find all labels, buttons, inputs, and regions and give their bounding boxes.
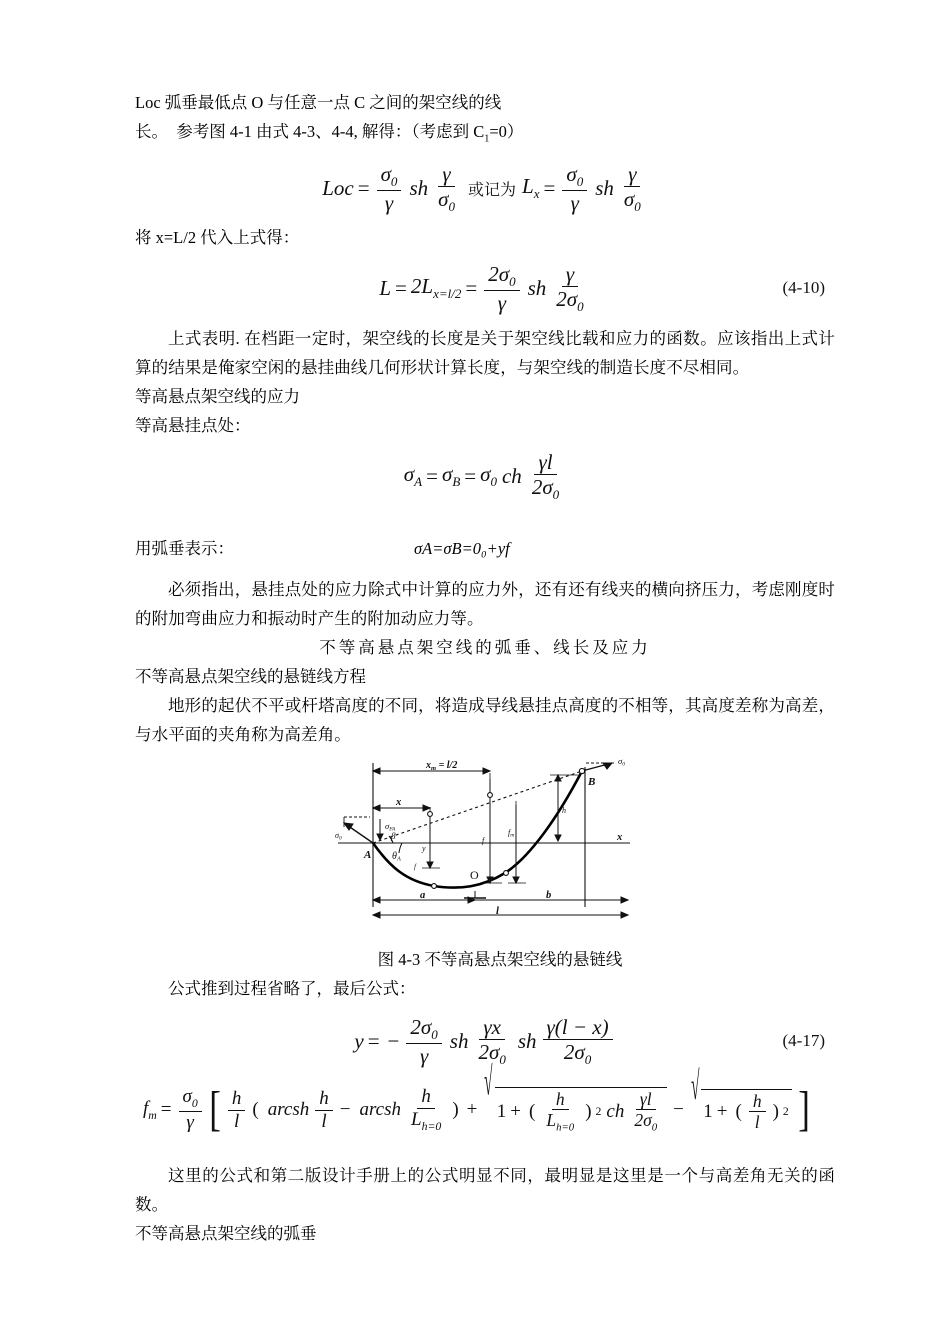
eq-fm-lhs-sub: m — [148, 1108, 157, 1122]
eq-fm-rad2-pow: 2 — [782, 1104, 789, 1118]
figure-caption: 图 4-3 不等高悬点架空线的悬链线 — [377, 950, 623, 970]
eq-sigma-ch: ch — [501, 463, 522, 488]
eq-fm-ch-den-sigma: 2σ — [634, 1110, 652, 1131]
arrow-x-left — [373, 805, 380, 811]
eq-loc-frac-2-sigma: σ — [438, 186, 449, 211]
label-f-dim: f — [482, 836, 485, 846]
label-sigma-0-right-sub: 0 — [622, 761, 625, 768]
eq-sigma-equals-2: = — [464, 463, 477, 488]
eq-410-frac-1-num — [484, 263, 519, 291]
eq-fm-frac-sigma-num — [179, 1087, 202, 1112]
label-sigma-fa-sub: FA — [389, 826, 396, 833]
eq-410-coef-main: 2L — [410, 274, 434, 299]
eq-410-frac-2 — [552, 263, 587, 314]
eq-fm-arcsh-1: arcsh — [267, 1099, 310, 1121]
marker-point-b — [579, 769, 584, 774]
eq-fm-sigma: σ — [182, 1086, 192, 1108]
eq-fm-rad2-paren-open: ( — [735, 1100, 742, 1122]
eq-fm-bracket-right: ] — [798, 1082, 810, 1136]
equation-4-10 — [135, 261, 835, 315]
loc-description-line-2-tail: =0） — [489, 122, 524, 141]
eq-410-equals-2: = — [465, 275, 478, 300]
paragraph-after-4-10: 上式表明. 在档距一定时，架空线的长度是关于架空线比载和应力的函数。应该指出上式计算的结果是俺家空闲的悬挂曲线几何形状计算长度，与架空线的制造长度不尽相同。 — [135, 329, 835, 378]
eq-410-coef — [411, 274, 462, 302]
eq-sigma-b — [442, 462, 460, 490]
eq-fm-frac-hl-num: h — [228, 1089, 246, 1111]
equation-number-4-10: (4-10) — [782, 278, 825, 298]
equation-4-17 — [135, 1015, 835, 1067]
eq-sigma-frac-den — [528, 475, 563, 502]
loc-description-line-2-main: 长。 参考图 4-1 由式 4-3、4-4, 解得：（考虑到 C — [135, 122, 485, 141]
eq-loc-frac-3 — [562, 163, 587, 214]
eq-fm-rad1-paren-open: ( — [529, 1100, 536, 1122]
eq-fm-rad1-den-L: L — [546, 1110, 557, 1131]
eq-410-coef-sub: x=l/2 — [433, 286, 462, 302]
eq-417-frac-3-den — [560, 1040, 595, 1067]
label-point-o: O — [470, 868, 479, 883]
eq-fm-rad1-plus: + — [510, 1100, 522, 1122]
eq-sigma-0-sub: 0 — [490, 474, 497, 490]
substitute-line: 将 x=L/2 代入上式得： — [135, 228, 300, 248]
eq-sigma-equals-1: = — [426, 463, 438, 488]
eq-fm-radical-1 — [483, 1060, 667, 1134]
heading-final-sag: 不等高悬点架空线的弧垂 — [135, 1224, 317, 1244]
eq-410-sh: sh — [527, 275, 547, 300]
label-point-a: A — [364, 849, 372, 862]
label-a-dim: a — [420, 890, 426, 902]
eq-fm-bracket-left: [ — [209, 1082, 221, 1136]
eq-417-frac-3 — [543, 1016, 613, 1067]
eq-410-2sigma: 2σ — [488, 261, 510, 286]
eq-fm-paren-open: ( — [252, 1099, 259, 1121]
eq-loc-frac-3-den: γ — [570, 190, 579, 215]
arrow-l-left — [373, 912, 380, 918]
sag-expression-label: 用弧垂表示： — [135, 539, 234, 559]
eq-loc-frac-2-sigma-sub: 0 — [448, 199, 455, 215]
eq-fm-rad1-pow: 2 — [595, 1104, 602, 1118]
document-content — [135, 88, 835, 1248]
equation-number-4-17: (4-17) — [782, 1031, 825, 1051]
eq-fm-ch: ch — [606, 1100, 625, 1122]
eq-fm-arcsh2-frac — [407, 1087, 445, 1133]
eq-fm-radical-2 — [690, 1065, 792, 1133]
label-axis-x: x — [617, 832, 623, 844]
eq-417-frac-2 — [474, 1016, 509, 1067]
section-heading-unequal-height: 不等高悬点架空线的弧垂、线长及应力 — [319, 638, 651, 658]
eq-fm-minus-2: − — [673, 1099, 684, 1121]
eq-417-frac-2-sigma: 2σ — [478, 1039, 500, 1064]
paragraph-terrain: 地形的起伏不平或杆塔高度的不同，将造成导线悬挂点高度的不相等，其高度差称为高差，与水平面的夹角称为高差角。 — [135, 696, 835, 745]
eq-fm-rad2-one: 1 — [703, 1100, 713, 1122]
arrow-xm-right — [483, 768, 490, 774]
eq-fm-ch-den-sub: 0 — [651, 1121, 658, 1134]
eq-fm-arcsh2-den-L: L — [411, 1109, 422, 1131]
eq-loc-sh-1: sh — [409, 175, 429, 200]
eq-417-sh-1: sh — [449, 1028, 469, 1053]
eq-fm-radical-1-sign: √ — [484, 1060, 493, 1105]
eq-fm-lhs-f: f — [143, 1097, 149, 1119]
eq-fm-radical-2-body — [701, 1089, 792, 1132]
chord-ab-dashed — [373, 771, 582, 846]
arrow-h-down — [555, 835, 561, 841]
eq-fm-rad2-frac-den: l — [754, 1112, 760, 1133]
label-point-b: B — [588, 776, 596, 789]
eq-fm-rad1-paren-close: ) — [585, 1100, 592, 1122]
eq-417-frac-1-den: γ — [419, 1043, 429, 1068]
eq-loc-rhs-l: L — [522, 174, 534, 199]
loc-description-line-2 — [135, 117, 835, 153]
eq-sigma-frac-den-sub: 0 — [552, 487, 560, 503]
eq-fm-frac-hl — [228, 1089, 246, 1132]
eq-fm-radical-1-body — [495, 1087, 667, 1134]
eq-fm-arcsh-2: arcsh — [359, 1099, 402, 1121]
eq-loc-frac-4-sigma: σ — [623, 186, 635, 211]
eq-loc-sigma: σ — [380, 161, 391, 186]
eq-fm-rad2-plus: + — [716, 1100, 728, 1122]
eq-410-frac-2-sigma: 2σ — [556, 286, 578, 311]
eq-loc-frac-1 — [377, 163, 402, 214]
arrow-l-right — [621, 912, 628, 918]
label-l-dim: l — [496, 906, 499, 918]
eq-fm-rad2-frac — [749, 1092, 766, 1132]
label-fm-dim: fm — [508, 828, 515, 839]
arrow-x-right — [423, 805, 430, 811]
arrow-a-left — [373, 897, 380, 903]
eq-loc-frac-2-num: γ — [438, 163, 454, 187]
eq-loc-frac-4-num: γ — [624, 163, 640, 187]
eq-sigma-frac-den-main: 2σ — [531, 474, 553, 499]
eq-417-minus: − — [387, 1028, 400, 1053]
eq-sigma-b-sub: B — [452, 474, 461, 490]
label-x-dim: x — [396, 797, 402, 809]
eq-fm-radical-2-sign: √ — [691, 1065, 700, 1110]
arrow-b-right — [621, 897, 628, 903]
label-b-dim: b — [546, 890, 552, 902]
arrowhead-b — [603, 763, 612, 769]
eq-fm-arcsh1-den: l — [321, 1110, 327, 1132]
eq-fm-minus-1: − — [339, 1099, 351, 1121]
eq-410-frac-2-num: γ — [562, 263, 578, 287]
marker-point-on-chord-2 — [488, 793, 493, 798]
label-sigma-fa: σFA — [385, 821, 396, 833]
eq-fm-frac-sigma-den: γ — [186, 1112, 194, 1134]
eq-loc-frac-2-den — [434, 187, 459, 214]
eq-sigma-0 — [480, 462, 497, 490]
eq-fm-ch-frac — [630, 1090, 661, 1134]
eq-fm-ch-frac-den — [630, 1110, 661, 1134]
formula-intro-line: 公式推到过程省略了，最后公式： — [168, 979, 416, 999]
arrow-sigma-fa — [377, 834, 383, 840]
label-beta: β — [391, 831, 396, 842]
eq-loc-equals: = — [357, 175, 370, 200]
eq-loc-equals-2: = — [543, 175, 556, 200]
eq-loc-frac-4-sigma-sub: 0 — [634, 199, 641, 215]
eq-sigma-a-main: σ — [403, 462, 415, 487]
eq-fm-arcsh2-den — [407, 1109, 445, 1133]
paragraph-compare-manual: 这里的公式和第二版设计手册上的公式明显不同，最明显是这里是一个与高差角无关的函数。 — [135, 1166, 835, 1215]
eq-fm-rad1-frac — [542, 1090, 578, 1134]
eq-fm-rad1-frac-num: h — [552, 1090, 569, 1110]
catenary-diagram-svg — [330, 755, 640, 925]
eq-410-lhs: L — [379, 275, 392, 300]
eq-fm-frac-sigma — [179, 1087, 202, 1133]
loc-description-line-1: Loc 弧垂最低点 O 与任意一点 C 之间的架空线的线 — [135, 93, 502, 112]
eq-fm-plus: + — [466, 1099, 478, 1121]
label-xm-sub: m — [431, 765, 437, 773]
figure-container — [135, 749, 835, 925]
eq-fm-arcsh2-den-sub: h=0 — [421, 1119, 442, 1133]
eq-fm-rad2-frac-num: h — [749, 1092, 766, 1112]
eq-loc-frac-3-num — [562, 163, 587, 191]
eq-fm-rad2-paren-close: ) — [772, 1100, 779, 1122]
marker-point-on-curve-2 — [504, 871, 509, 876]
eq-410-frac-1-den: γ — [497, 290, 507, 315]
sag-expression-formula: σA=σB=0₀+yf — [414, 539, 510, 559]
arrow-xm-left — [373, 768, 380, 774]
eq-417-frac-1-num — [406, 1016, 441, 1044]
eq-loc-sigma-2: σ — [566, 161, 577, 186]
eq-fm-rad1-frac-den — [542, 1110, 578, 1134]
eq-fm-arcsh1-frac — [315, 1089, 333, 1132]
marker-point-on-chord-1 — [428, 812, 433, 817]
heading-stress: 等高悬点架空线的应力 — [135, 387, 300, 407]
eq-loc-sigma-sub: 0 — [390, 174, 398, 190]
angle-arc-theta-a — [399, 843, 402, 853]
eq-loc-frac-2 — [434, 163, 459, 214]
eq-fm-sigma-sub: 0 — [191, 1097, 198, 1111]
label-xm: $x_m = l/2$ — [426, 760, 458, 773]
eq-fm-paren-close: ) — [452, 1099, 459, 1121]
eq-loc-frac-4-den — [620, 187, 645, 214]
eq-loc-sh-2: sh — [595, 175, 614, 200]
label-h-dim: h — [562, 806, 566, 816]
eq-sigma-frac-num: γl — [534, 451, 556, 475]
eq-417-2sigma-sub: 0 — [431, 1027, 438, 1043]
equation-sigma-ab — [135, 449, 835, 503]
eq-417-sh-2: sh — [517, 1028, 537, 1053]
eq-417-equals: = — [367, 1028, 380, 1053]
eq-fm-equals: = — [160, 1099, 172, 1121]
eq-410-frac-2-den — [552, 287, 587, 314]
eq-410-frac-1 — [484, 263, 519, 314]
sag-expression-row — [135, 534, 835, 563]
eq-417-frac-1 — [406, 1016, 441, 1067]
label-fm-dim-sub: m — [510, 832, 515, 839]
eq-417-frac-3-num: γ(l − x) — [543, 1016, 613, 1040]
label-f-small: f — [414, 863, 416, 872]
eq-fm-arcsh1-num: h — [315, 1089, 333, 1111]
label-theta-a: θA — [392, 851, 401, 863]
eq-410-frac-2-sigma-sub: 0 — [577, 299, 584, 315]
eq-sigma-0-main: σ — [480, 462, 491, 487]
eq-loc-frac-4 — [620, 163, 645, 214]
eq-410-equals-1: = — [395, 275, 407, 300]
subheading-equal-height-suspension: 等高悬挂点处： — [135, 416, 251, 436]
eq-fm-frac-hl-den: l — [234, 1110, 240, 1132]
eq-417-frac-3-sigma: 2σ — [563, 1039, 585, 1064]
label-sigma-0-left-sub: 0 — [338, 835, 342, 842]
eq-fm-arcsh2-num: h — [417, 1087, 435, 1109]
arrow-y-down — [427, 862, 433, 868]
marker-point-on-curve-1 — [432, 884, 437, 889]
eq-loc-rhs-var — [522, 174, 539, 202]
loc-c1-subscript: 1 — [484, 133, 490, 145]
equation-loc — [135, 161, 835, 215]
eq-fm-rad1-den-sub: h=0 — [556, 1121, 575, 1134]
paragraph-must-point-out: 必须指出，悬挂点处的应力除式中计算的应力外，还有还有线夹的横向挤压力，考虑刚度时的附加弯曲应力和振动时产生的附加动应力等。 — [135, 580, 835, 629]
eq-417-frac-2-num: γx — [479, 1016, 505, 1040]
eq-loc-connector: 或记为 — [468, 181, 517, 199]
eq-417-frac-2-sigma-sub: 0 — [499, 1052, 506, 1068]
equation-fm — [135, 1060, 835, 1141]
label-sigma-0-right: σ0 — [618, 756, 625, 768]
label-theta-a-sub: A — [396, 855, 401, 863]
label-sigma-0-left: σ0 — [335, 831, 342, 842]
eq-417-frac-3-sigma-sub: 0 — [584, 1052, 592, 1068]
eq-sigma-b-main: σ — [441, 462, 453, 487]
eq-loc-sigma-2-sub: 0 — [576, 174, 584, 190]
eq-fm-lhs — [143, 1098, 157, 1123]
eq-loc-frac-1-den: γ — [384, 190, 394, 215]
eq-loc-rhs-sub: x — [533, 186, 540, 202]
arrow-fm-down — [513, 877, 519, 883]
figure-4-3 — [330, 755, 640, 925]
eq-loc-lhs: Loc — [322, 175, 354, 200]
eq-sigma-a-sub: A — [414, 474, 423, 490]
eq-fm-ch-frac-num: γl — [636, 1090, 656, 1110]
eq-loc-frac-1-num — [377, 163, 402, 191]
eq-sigma-a — [404, 462, 422, 490]
eq-417-lhs: y — [354, 1028, 364, 1053]
eq-417-2sigma: 2σ — [410, 1014, 432, 1039]
eq-sigma-frac — [528, 451, 563, 502]
heading-catenary-equation: 不等高悬点架空线的悬链线方程 — [135, 667, 366, 687]
eq-fm-rad1-one: 1 — [496, 1100, 507, 1122]
label-y-dim: y — [422, 844, 426, 854]
eq-410-2sigma-sub: 0 — [509, 274, 516, 290]
